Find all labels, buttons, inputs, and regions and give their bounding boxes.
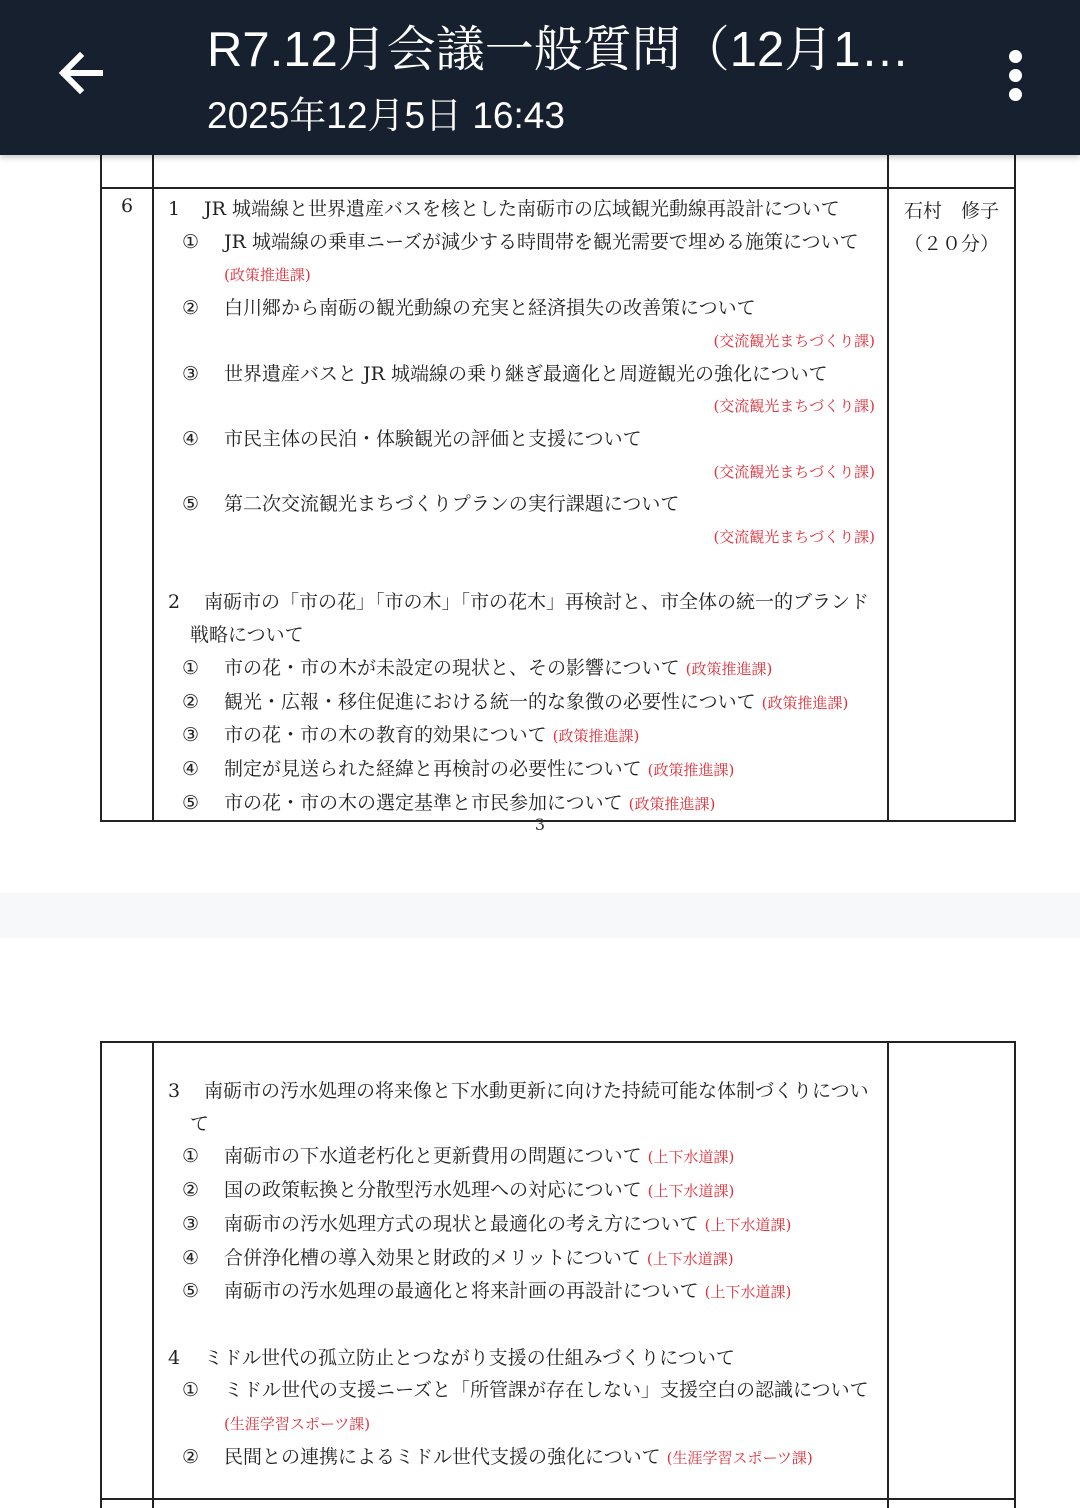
spacer (168, 554, 879, 587)
row-number-empty (101, 1042, 153, 1499)
cell-empty (888, 154, 1015, 188)
sub-question: ④ 市民主体の民泊・体験観光の評価と支援について (182, 427, 642, 450)
sub-question: ⑤ 第二次交流観光まちづくりプランの実行課題について (182, 493, 680, 516)
document-timestamp: 2025年12月5日 16:43 (207, 95, 565, 136)
speaker-cell-empty (888, 1042, 1015, 1499)
department-label: (生涯学習スポーツ課) (224, 1415, 371, 1434)
sub-question: ② 国の政策転換と分散型汚水処理への対応について (上下水道課) (182, 1179, 735, 1202)
sub-question: ① JR 城端線の乗車ニーズが減少する時間帯を観光需要で埋める施策について (政策推進課) (182, 230, 859, 285)
cell-empty (153, 1499, 888, 1508)
question-body (153, 188, 888, 821)
document-page-3 (0, 155, 1080, 893)
more-vert-icon (1009, 50, 1022, 63)
row-number: 6 (101, 188, 153, 821)
page-number: 3 (534, 815, 546, 834)
sub-question: ① 南砺市の下水道老朽化と更新費用の問題について (上下水道課) (182, 1145, 735, 1168)
question-heading: 1 JR 城端線と世界遺産バスを核とした南砺市の広域観光動線再設計について (168, 198, 840, 220)
more-options-button[interactable] (996, 48, 1036, 104)
department-label: (政策推進課) (628, 794, 716, 813)
cell-empty (153, 154, 888, 188)
department-label: (上下水道課) (646, 1249, 734, 1268)
sub-question: ③ 世界遺産バスと JR 城端線の乗り継ぎ最適化と周遊観光の強化について (182, 362, 828, 385)
table-row-next (101, 1499, 1015, 1508)
speaker-cell (888, 188, 1015, 821)
question-table-page-4 (100, 1041, 1016, 1508)
question-table-page-3 (100, 153, 1016, 822)
question-heading: 4 ミドル世代の孤立防止とつながり支援の仕組みづくりについて (168, 1346, 735, 1369)
more-vert-icon (1009, 69, 1022, 82)
speaker-time: （２０分） (903, 233, 999, 255)
department-label: (上下水道課) (647, 1182, 735, 1201)
cell-empty (888, 1499, 1015, 1508)
department-label: (政策推進課) (224, 266, 311, 285)
speaker-name: 石村 修子 (903, 200, 999, 222)
document-page-4 (0, 938, 1080, 1508)
question-heading: 2 南砺市の「市の花」「市の木」「市の花木」再検討と、市全体の統一的ブランド戦略について (168, 591, 870, 647)
sub-question: ④ 制定が見送られた経緯と再検討の必要性について (政策推進課) (182, 757, 735, 780)
sub-question: ① ミドル世代の支援ニーズと「所管課が存在しない」支援空白の認識について (生涯学習スポーツ課) (182, 1379, 869, 1434)
cell-empty (101, 1499, 153, 1508)
department-label: (政策推進課) (685, 659, 773, 678)
department-label: (上下水道課) (704, 1215, 792, 1234)
document-title: R7.12月会議一般質問（12月1… (207, 23, 910, 77)
sub-question: ⑤ 南砺市の汚水処理の最適化と将来計画の再設計について (上下水道課) (182, 1280, 792, 1303)
department-label: (交流観光まちづくり課) (713, 462, 875, 481)
sub-question: ⑤ 市の花・市の木の選定基準と市民参加について (政策推進課) (182, 791, 716, 814)
sub-question: ① 市の花・市の木が未設定の現状と、その影響について (政策推進課) (182, 656, 773, 679)
spacer (168, 1309, 879, 1342)
department-label: (交流観光まちづくり課) (713, 397, 875, 416)
table-row (101, 1042, 1015, 1499)
sub-question: ② 観光・広報・移住促進における統一的な象徴の必要性について (政策推進課) (182, 690, 849, 713)
sub-question: ③ 市の花・市の木の教育的効果について (政策推進課) (182, 724, 640, 747)
department-label: (政策推進課) (552, 727, 640, 746)
department-label: (交流観光まちづくり課) (713, 528, 875, 547)
back-button[interactable] (50, 42, 112, 104)
sub-question: ② 白川郷から南砺の観光動線の充実と経済損失の改善策について (182, 297, 756, 320)
department-label: (政策推進課) (647, 760, 735, 779)
table-row (101, 188, 1015, 821)
sub-question: ③ 南砺市の汚水処理方式の現状と最適化の考え方について (上下水道課) (182, 1212, 792, 1235)
sub-question: ② 民間との連携によるミドル世代支援の強化について (生涯学習スポーツ課) (182, 1445, 813, 1468)
department-label: (上下水道課) (704, 1283, 792, 1302)
cell-empty (101, 154, 153, 188)
department-label: (生涯学習スポーツ課) (666, 1448, 813, 1467)
department-label: (上下水道課) (647, 1148, 735, 1167)
sub-question: ④ 合併浄化槽の導入効果と財政的メリットについて (上下水道課) (182, 1246, 734, 1269)
question-body (153, 1042, 888, 1499)
more-vert-icon (1009, 88, 1022, 101)
app-bar (0, 0, 1080, 155)
question-heading: 3 南砺市の汚水処理の将来像と下水動更新に向けた持続可能な体制づくりについて (168, 1080, 869, 1135)
page-separator (0, 893, 1080, 938)
arrow-left-icon (50, 42, 112, 104)
table-row-previous (101, 154, 1015, 188)
department-label: (政策推進課) (761, 693, 849, 712)
department-label: (交流観光まちづくり課) (713, 331, 875, 350)
